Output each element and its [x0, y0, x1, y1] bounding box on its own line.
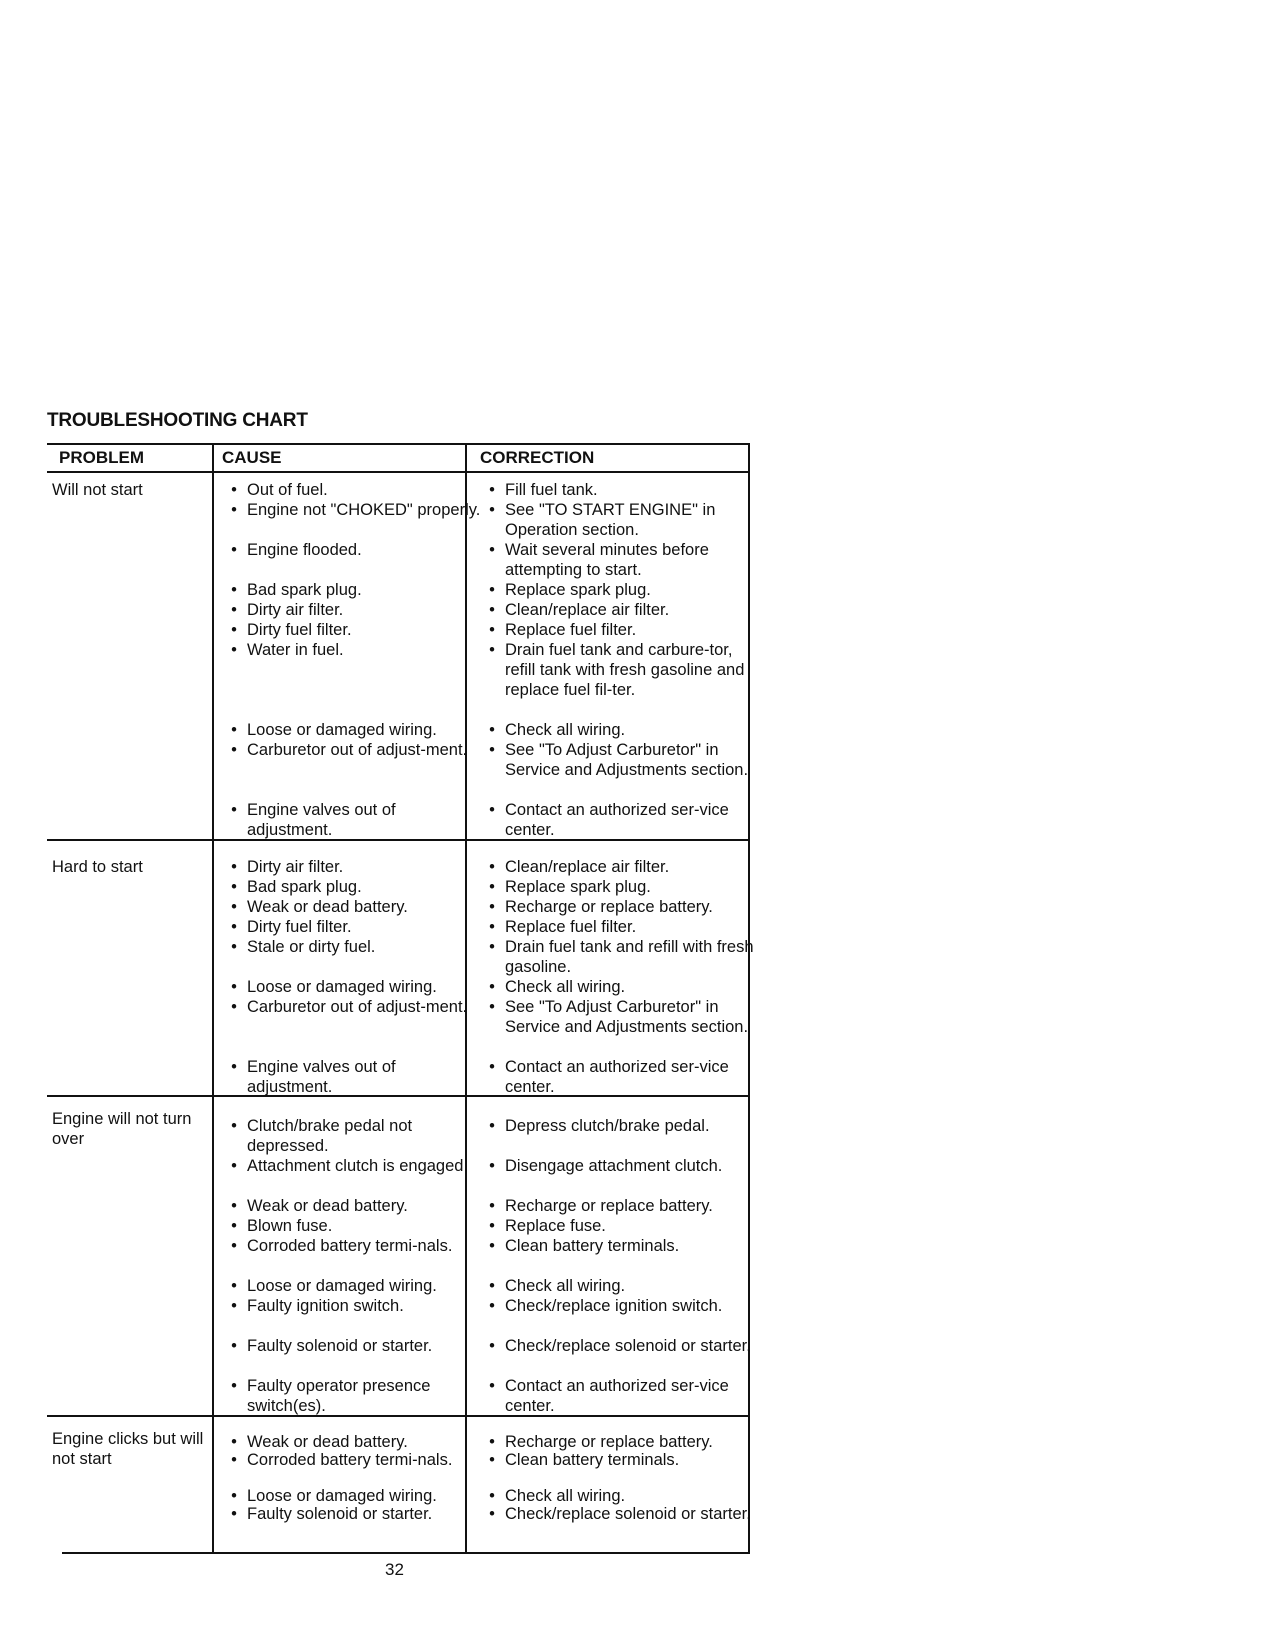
bullet-icon: •	[489, 878, 495, 896]
bullet-icon: •	[489, 1433, 495, 1451]
bullet-icon: •	[231, 621, 237, 639]
bullet-icon: •	[489, 898, 495, 916]
bullet-icon: •	[231, 1237, 237, 1255]
bullet-icon: •	[231, 1337, 237, 1355]
bullet-icon: •	[489, 1157, 495, 1175]
bullet-icon: •	[231, 938, 237, 956]
cause-item: • Bad spark plug.	[221, 877, 485, 897]
bullet-icon: •	[489, 1197, 495, 1215]
bullet-icon: •	[489, 501, 495, 519]
correction-item: • Fill fuel tank.	[479, 480, 767, 500]
problem-engine-clicks-but-will-not-start: Engine clicks but will not start	[52, 1430, 204, 1468]
cause-item: • Dirty fuel filter.	[221, 620, 485, 640]
bullet-icon: •	[231, 1433, 237, 1451]
cause-item: • Engine not "CHOKED" properly.	[221, 500, 485, 520]
bullet-icon: •	[231, 1197, 237, 1215]
correction-item: • Replace fuel filter.	[479, 620, 767, 640]
bullet-icon: •	[489, 601, 495, 619]
correction-item: • Check all wiring.	[479, 720, 767, 740]
correction-item: • Check/replace ignition switch.	[479, 1296, 767, 1316]
bullet-icon: •	[231, 601, 237, 619]
bullet-icon: •	[231, 541, 237, 559]
cause-item: • Faulty solenoid or starter.	[221, 1336, 485, 1356]
cause-item: • Bad spark plug.	[221, 580, 485, 600]
correction-item: • Drain fuel tank and carbure-tor, refill tank with fresh gasoline and replace fuel fil-ter.	[479, 640, 767, 700]
bullet-icon: •	[231, 1277, 237, 1295]
bullet-icon: •	[489, 721, 495, 739]
bullet-icon: •	[489, 1505, 495, 1523]
bullet-icon: •	[231, 501, 237, 519]
header-cause: CAUSE	[222, 448, 282, 467]
correction-item: • Replace fuel filter.	[479, 917, 767, 937]
bullet-icon: •	[489, 801, 495, 819]
cause-item: • Carburetor out of adjust-ment.	[221, 997, 485, 1017]
correction-item: • Check/replace solenoid or starter.	[479, 1504, 767, 1524]
bullet-icon: •	[489, 918, 495, 936]
cause-item: • Weak or dead battery.	[221, 1196, 485, 1216]
bullet-icon: •	[231, 481, 237, 499]
correction-item: • Recharge or replace battery.	[479, 1432, 767, 1452]
correction-item: • Depress clutch/brake pedal.	[479, 1116, 767, 1136]
cause-item: • Faulty solenoid or starter.	[221, 1504, 485, 1524]
cause-item: • Dirty air filter.	[221, 600, 485, 620]
correction-item: • Contact an authorized ser-vice center.	[479, 1376, 767, 1416]
table-bottom-border	[62, 1552, 750, 1554]
correction-item: • Clean/replace air filter.	[479, 600, 767, 620]
bullet-icon: •	[489, 1058, 495, 1076]
bullet-icon: •	[231, 1377, 237, 1395]
bullet-icon: •	[489, 938, 495, 956]
bullet-icon: •	[231, 858, 237, 876]
correction-item: • Check all wiring.	[479, 1276, 767, 1296]
bullet-icon: •	[489, 1487, 495, 1505]
bullet-icon: •	[231, 898, 237, 916]
bullet-icon: •	[231, 641, 237, 659]
bullet-icon: •	[489, 1451, 495, 1469]
bullet-icon: •	[231, 1217, 237, 1235]
header-correction: CORRECTION	[480, 448, 595, 467]
bullet-icon: •	[489, 858, 495, 876]
correction-item: • Clean battery terminals.	[479, 1450, 767, 1470]
correction-item: • See "To Adjust Carburetor" in Service and Adjustments section.	[479, 740, 767, 780]
problem-hard-to-start: Hard to start	[52, 858, 143, 876]
bullet-icon: •	[489, 1297, 495, 1315]
bullet-icon: •	[489, 1337, 495, 1355]
cause-item: • Clutch/brake pedal not depressed.	[221, 1116, 485, 1156]
correction-item: • Check/replace solenoid or starter.	[479, 1336, 767, 1356]
bullet-icon: •	[489, 641, 495, 659]
bullet-icon: •	[489, 978, 495, 996]
bullet-icon: •	[231, 1058, 237, 1076]
bullet-icon: •	[489, 1377, 495, 1395]
troubleshooting-chart	[47, 443, 754, 1554]
bullet-icon: •	[489, 1237, 495, 1255]
bullet-icon: •	[489, 621, 495, 639]
cause-item: • Stale or dirty fuel.	[221, 937, 485, 957]
bullet-icon: •	[489, 581, 495, 599]
correction-item: • Check all wiring.	[479, 977, 767, 997]
cause-item: • Loose or damaged wiring.	[221, 1486, 485, 1506]
bullet-icon: •	[231, 1505, 237, 1523]
cause-item: • Engine valves out of adjustment.	[221, 1057, 485, 1097]
correction-item: • Recharge or replace battery.	[479, 897, 767, 917]
problem-will-not-start: Will not start	[52, 481, 143, 499]
bullet-icon: •	[489, 1277, 495, 1295]
correction-item: • See "TO START ENGINE" in Operation section.	[479, 500, 767, 540]
correction-item: • Replace fuse.	[479, 1216, 767, 1236]
correction-item: • Drain fuel tank and refill with fresh gasoline.	[479, 937, 767, 977]
column-divider-problem-cause	[212, 443, 214, 1554]
correction-item: • Recharge or replace battery.	[479, 1196, 767, 1216]
cause-item: • Loose or damaged wiring.	[221, 1276, 485, 1296]
cause-item: • Engine flooded.	[221, 540, 485, 560]
page-number: 32	[385, 1560, 404, 1579]
bullet-icon: •	[489, 1117, 495, 1135]
bullet-icon: •	[231, 1451, 237, 1469]
correction-item: • Contact an authorized ser-vice center.	[479, 800, 767, 840]
bullet-icon: •	[231, 721, 237, 739]
cause-item: • Weak or dead battery.	[221, 897, 485, 917]
correction-item: • Contact an authorized ser-vice center.	[479, 1057, 767, 1097]
bullet-icon: •	[231, 918, 237, 936]
bullet-icon: •	[231, 1117, 237, 1135]
bullet-icon: •	[231, 978, 237, 996]
bullet-icon: •	[489, 541, 495, 559]
header-divider	[47, 471, 750, 473]
cause-item: • Loose or damaged wiring.	[221, 720, 485, 740]
cause-item: • Dirty fuel filter.	[221, 917, 485, 937]
correction-item: • Wait several minutes before attempting to start.	[479, 540, 767, 580]
correction-item: • Clean battery terminals.	[479, 1236, 767, 1256]
bullet-icon: •	[231, 878, 237, 896]
cause-item: • Loose or damaged wiring.	[221, 977, 485, 997]
cause-item: • Engine valves out of adjustment.	[221, 800, 485, 840]
page-title: TROUBLESHOOTING CHART	[47, 410, 308, 431]
cause-item: • Corroded battery termi-nals.	[221, 1450, 485, 1470]
bullet-icon: •	[231, 1297, 237, 1315]
cause-item: • Dirty air filter.	[221, 857, 485, 877]
correction-item: • Clean/replace air filter.	[479, 857, 767, 877]
correction-item: • See "To Adjust Carburetor" in Service and Adjustments section.	[479, 997, 767, 1037]
table-top-border	[47, 443, 750, 445]
bullet-icon: •	[489, 1217, 495, 1235]
correction-item: • Replace spark plug.	[479, 877, 767, 897]
bullet-icon: •	[489, 741, 495, 759]
bullet-icon: •	[231, 581, 237, 599]
correction-item: • Check all wiring.	[479, 1486, 767, 1506]
cause-item: • Attachment clutch is engaged.	[221, 1156, 485, 1176]
bullet-icon: •	[231, 998, 237, 1016]
cause-item: • Carburetor out of adjust-ment.	[221, 740, 485, 760]
bullet-icon: •	[231, 1487, 237, 1505]
cause-item: • Faulty operator presence switch(es).	[221, 1376, 485, 1416]
bullet-icon: •	[231, 741, 237, 759]
bullet-icon: •	[231, 801, 237, 819]
cause-item: • Weak or dead battery.	[221, 1432, 485, 1452]
problem-engine-will-not-turn-over: Engine will not turn over	[52, 1110, 192, 1148]
cause-item: • Faulty ignition switch.	[221, 1296, 485, 1316]
cause-item: • Blown fuse.	[221, 1216, 485, 1236]
cause-item: • Out of fuel.	[221, 480, 485, 500]
bullet-icon: •	[231, 1157, 237, 1175]
cause-item: • Water in fuel.	[221, 640, 485, 660]
correction-item: • Disengage attachment clutch.	[479, 1156, 767, 1176]
cause-item: • Corroded battery termi-nals.	[221, 1236, 485, 1256]
correction-item: • Replace spark plug.	[479, 580, 767, 600]
header-problem: PROBLEM	[59, 448, 144, 467]
bullet-icon: •	[489, 481, 495, 499]
bullet-icon: •	[489, 998, 495, 1016]
